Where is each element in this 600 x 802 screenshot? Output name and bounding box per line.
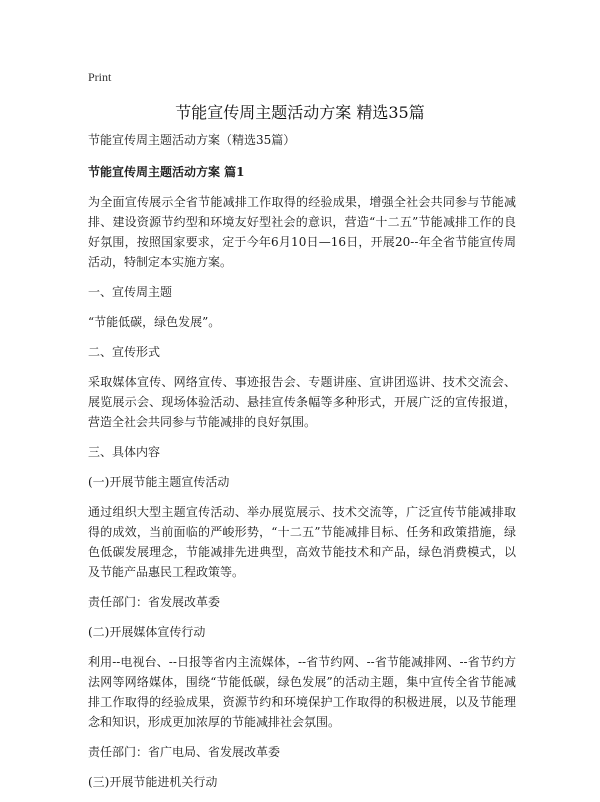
section3-heading: 三、具体内容 [88, 445, 161, 459]
item1-heading: (一)开展节能主题宣传活动 [88, 475, 230, 489]
item2-text: 利用--电视台、--日报等省内主流媒体，--省节约网、--省节能减排网、--省节约方法网等网络媒体，围绕“节能低碳，绿色发展”的活动主题，集中宣传全省节能减排工作取得的经验成果，资源节约和环境保护工作取得的积极进展，以及节能理念和知识，形成更加浓厚的节能减排社会氛围。 [88, 655, 516, 729]
article-heading: 节能宣传周主题活动方案 篇1 [88, 165, 245, 179]
item2-heading: (二)开展媒体宣传行动 [88, 625, 206, 639]
item1-dept: 责任部门：省发展改革委 [88, 595, 221, 609]
item3-heading: (三)开展节能进机关行动 [88, 775, 218, 789]
section2-text: 采取媒体宣传、网络宣传、事迹报告会、专题讲座、宣讲团巡讲、技术交流会、展览展示会、现场体验活动、悬挂宣传条幅等多种形式，开展广泛的宣传报道，营造全社会共同参与节能减排的良好氛围。 [88, 375, 516, 429]
item2-dept: 责任部门：省广电局、省发展改革委 [88, 745, 281, 759]
item1-text: 通过组织大型主题宣传活动、举办展览展示、技术交流等，广泛宣传节能减排取得的成效，当前面临的严峻形势，“十二五”节能减排目标、任务和政策措施，绿色低碳发展理念，节能减排先进典型，高效节能技术和产品，绿色消费模式，以及节能产品惠民工程政策等。 [88, 505, 516, 579]
intro-paragraph: 为全面宣传展示全省节能减排工作取得的经验成果，增强全社会共同参与节能减排、建设资源节约型和环境友好型社会的意识，营造“十二五”节能减排工作的良好氛围，按照国家要求，定于今年6月10日—16日，开展20--年全省节能宣传周活动，特制定本实施方案。 [88, 195, 516, 269]
section1-text: “节能低碳，绿色发展”。 [88, 315, 221, 329]
print-label: Print [88, 70, 112, 84]
section2-heading: 二、宣传形式 [88, 345, 161, 359]
section1-heading: 一、宣传周主题 [88, 285, 173, 299]
document-body [88, 130, 516, 802]
page-title: 节能宣传周主题活动方案 精选35篇 [175, 103, 425, 122]
subtitle: 节能宣传周主题活动方案（精选35篇） [88, 133, 296, 147]
